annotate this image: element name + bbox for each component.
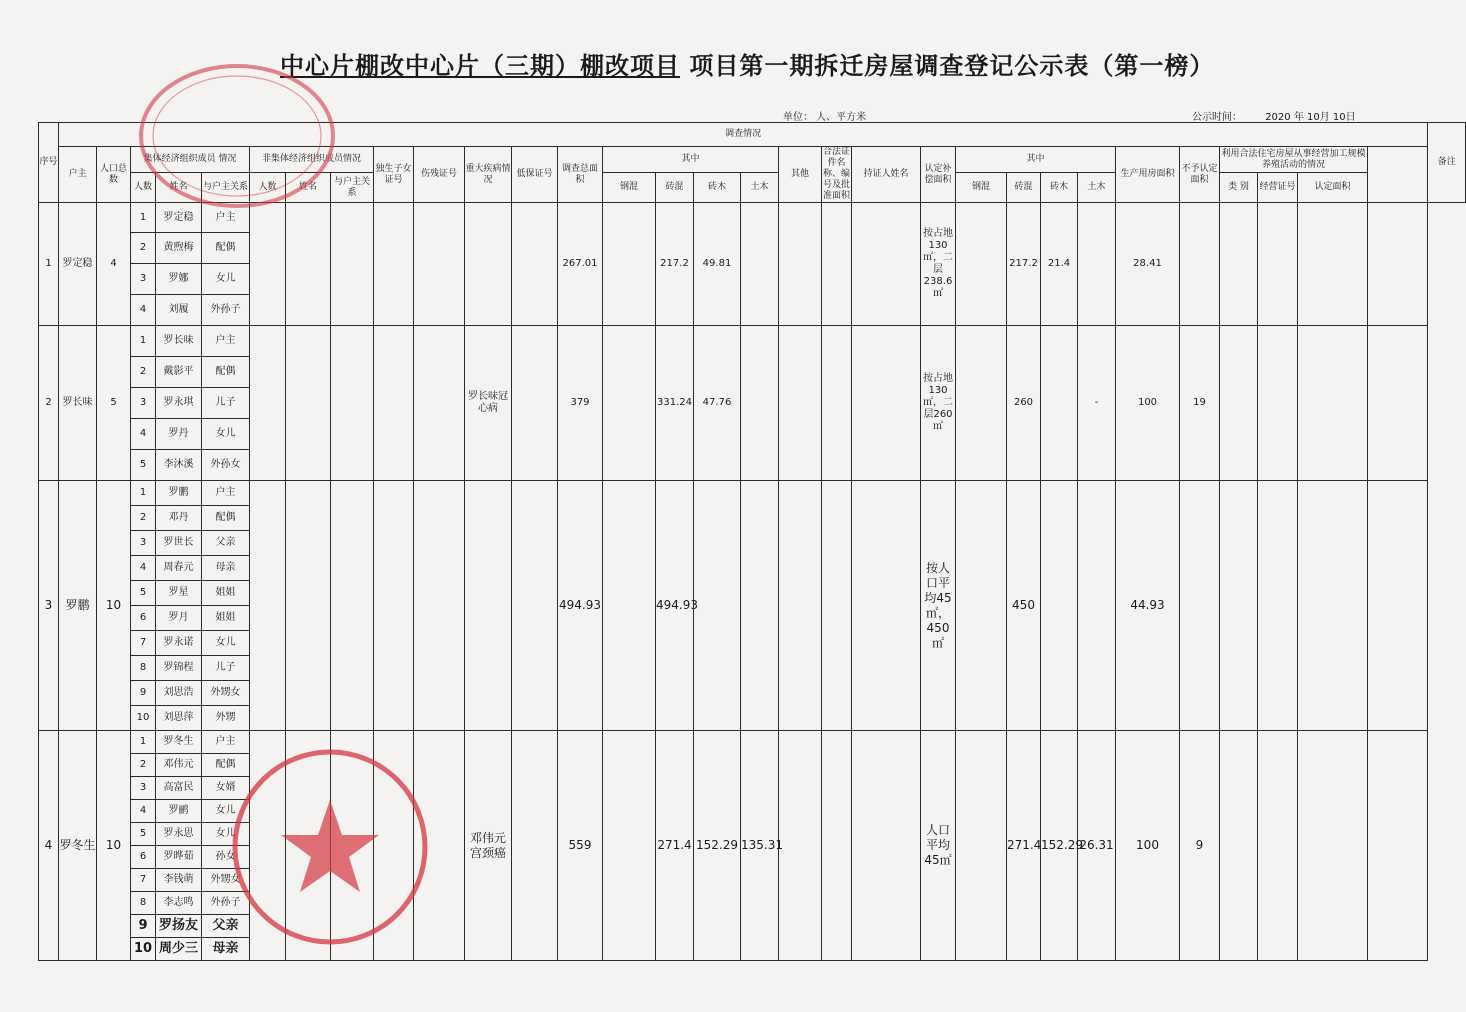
member-name: 罗永琪 [156,388,202,419]
member-relation: 儿子 [202,656,250,681]
member-index: 8 [131,656,156,681]
brick-concrete-cell: 494.93 [656,481,694,731]
nc-name-cell [286,481,331,731]
unrecognized-cell: 9 [1180,731,1220,961]
member-relation: 配偶 [202,506,250,531]
header-r-earth-wood: 土木 [1078,173,1116,203]
member-relation: 姐姐 [202,581,250,606]
member-relation: 女儿 [202,264,250,295]
member-relation: 女儿 [202,631,250,656]
member-index: 1 [131,326,156,357]
member-relation: 孙女 [202,846,250,869]
member-name: 高富民 [156,777,202,800]
r-steel-cell [956,731,1007,961]
member-index: 3 [131,531,156,556]
member-index: 2 [131,233,156,264]
member-index: 7 [131,869,156,892]
illness-cell [465,481,512,731]
member-relation: 户主 [202,481,250,506]
disability-cell [414,731,465,961]
table-row [39,481,1466,506]
steel-cell [603,481,656,731]
member-relation: 女婿 [202,777,250,800]
member-relation: 外甥女 [202,681,250,706]
other-cell [779,203,822,326]
header-blicense: 经营证号 [1258,173,1298,203]
member-name: 刘履 [156,295,202,326]
brick-concrete-cell: 217.2 [656,203,694,326]
unit-label: 单位： 人、平方米 [783,112,867,123]
btype-cell [1220,203,1258,326]
member-name: 罗鹏 [156,481,202,506]
steel-cell [603,731,656,961]
total-cell: 5 [97,326,131,481]
member-index: 2 [131,754,156,777]
production-area-cell: 100 [1116,326,1180,481]
member-relation: 女儿 [202,419,250,450]
barea-cell [1298,203,1368,326]
recognized-area-cell: 按占地130㎡，二层238.6㎡ [921,203,956,326]
total-cell: 10 [97,481,131,731]
steel-cell [603,203,656,326]
total-area-cell: 379 [558,326,603,481]
disability-cell [414,481,465,731]
header-survey: 调查情况 [59,123,1428,147]
r-brick-concrete-cell: 260 [1007,326,1041,481]
nc-relation-cell [331,731,374,961]
member-index: 10 [131,938,156,961]
header-earth-wood: 土木 [741,173,779,203]
member-relation: 女儿 [202,800,250,823]
member-relation: 配偶 [202,754,250,777]
total-area-cell: 559 [558,731,603,961]
member-name: 李钱萌 [156,869,202,892]
member-name: 罗扬友 [156,915,202,938]
legal-cert-cell [822,481,852,731]
member-index: 4 [131,295,156,326]
member-relation: 姐姐 [202,606,250,631]
member-relation: 户主 [202,326,250,357]
total-cell: 4 [97,203,131,326]
remark-cell [1368,481,1428,731]
member-name: 邓伟元 [156,754,202,777]
member-index: 9 [131,681,156,706]
header-relation: 与户主关系 [202,173,250,203]
seq-cell: 1 [39,203,59,326]
barea-cell [1298,731,1368,961]
header-remark: 备注 [1428,123,1466,203]
header-lowcert: 低保证号 [512,147,558,203]
illness-cell: 邓伟元宫颈癌 [465,731,512,961]
member-name: 黄煦梅 [156,233,202,264]
recognized-area-cell: 人口平均45㎡ [921,731,956,961]
header-of-which: 其中 [603,147,779,173]
r-earth-wood-cell [1078,203,1116,326]
header-holder: 持证人姓名 [852,147,921,203]
holder-cell [852,731,921,961]
member-name: 罗定稳 [156,203,202,233]
member-name: 戴影平 [156,357,202,388]
only-child-cell [374,203,414,326]
header-barea: 认定面积 [1298,173,1368,203]
header-r-steel: 钢混 [956,173,1007,203]
member-name: 邓丹 [156,506,202,531]
member-name: 刘思萍 [156,706,202,731]
date-label [1192,108,1356,123]
member-relation: 外甥 [202,706,250,731]
member-name: 李志鸣 [156,892,202,915]
unrecognized-cell [1180,481,1220,731]
table-row [39,203,1466,233]
table-row [39,731,1466,754]
r-earth-wood-cell [1078,481,1116,731]
seq-cell: 3 [39,481,59,731]
production-area-cell: 100 [1116,731,1180,961]
member-relation: 户主 [202,731,250,754]
remark-cell [1368,203,1428,326]
header-total-area: 调查总面积 [558,147,603,203]
other-cell [779,481,822,731]
header-business: 利用合法住宅房屋从事经营加工规模养殖活动的情况 [1220,147,1368,173]
illness-cell [465,203,512,326]
other-cell [779,731,822,961]
r-brick-wood-cell [1041,481,1078,731]
member-name: 罗鹂 [156,800,202,823]
header-noncollective: 非集体经济组织成员情况 [250,147,374,173]
only-child-cell [374,326,414,481]
member-index: 9 [131,915,156,938]
member-relation: 户主 [202,203,250,233]
member-index: 1 [131,731,156,754]
blicense-cell [1258,326,1298,481]
unrecognized-cell: 19 [1180,326,1220,481]
other-cell [779,326,822,481]
header-r-brick-wood: 砖木 [1041,173,1078,203]
nc-relation-cell [331,203,374,326]
btype-cell [1220,731,1258,961]
total-cell: 10 [97,731,131,961]
blicense-cell [1258,203,1298,326]
header-recognized-area: 认定补偿面积 [921,147,956,203]
brick-concrete-cell: 331.24 [656,326,694,481]
header-r-brick-concrete: 砖混 [1007,173,1041,203]
lowcert-cell [512,481,558,731]
r-earth-wood-cell: - [1078,326,1116,481]
member-index: 6 [131,606,156,631]
r-steel-cell [956,481,1007,731]
legal-cert-cell [822,731,852,961]
member-index: 4 [131,800,156,823]
production-area-cell: 28.41 [1116,203,1180,326]
header-nc-name: 姓名 [286,173,331,203]
page-title [280,46,1214,81]
header-total: 人口总数 [97,147,131,203]
header-count: 人数 [131,173,156,203]
header-nc-relation: 与户主关系 [331,173,374,203]
member-index: 3 [131,388,156,419]
member-relation: 外孙子 [202,295,250,326]
header-name: 姓名 [156,173,202,203]
member-name: 罗娜 [156,264,202,295]
production-area-cell: 44.93 [1116,481,1180,731]
only-child-cell [374,731,414,961]
earth-wood-cell [741,481,779,731]
nc-count-cell [250,731,286,961]
member-name: 罗丹 [156,419,202,450]
member-relation: 父亲 [202,915,250,938]
member-index: 4 [131,419,156,450]
header-legal-cert: 合法证件名称、编号及批准面积 [822,147,850,201]
member-relation: 配偶 [202,233,250,264]
lowcert-cell [512,326,558,481]
table-row [39,326,1466,357]
r-steel-cell [956,203,1007,326]
earth-wood-cell [741,203,779,326]
member-relation: 外孙女 [202,450,250,481]
member-index: 4 [131,556,156,581]
member-relation: 父亲 [202,531,250,556]
header-illness: 重大疾病情况 [465,147,512,203]
total-area-cell: 267.01 [558,203,603,326]
member-name: 李沐溪 [156,450,202,481]
btype-cell [1220,481,1258,731]
header-btype: 类 别 [1220,173,1258,203]
date-value: 2020 年 10月 10日 [1265,112,1356,123]
lowcert-cell [512,203,558,326]
member-index: 5 [131,581,156,606]
nc-name-cell [286,326,331,481]
member-relation: 女儿 [202,823,250,846]
date-label-text: 公示时间： [1192,112,1242,123]
member-name: 罗锦程 [156,656,202,681]
member-index: 10 [131,706,156,731]
owner-cell: 罗鹏 [59,481,97,731]
title-project: 中心片棚改中心片（三期）棚改项目 [280,51,680,80]
member-name: 罗晔茹 [156,846,202,869]
member-name: 刘思浩 [156,681,202,706]
nc-name-cell [286,731,331,961]
member-name: 周少三 [156,938,202,961]
nc-relation-cell [331,326,374,481]
member-index: 1 [131,481,156,506]
r-brick-concrete-cell: 450 [1007,481,1041,731]
member-name: 周春元 [156,556,202,581]
r-brick-wood-cell: 152.29 [1041,731,1078,961]
disability-cell [414,326,465,481]
owner-cell: 罗定稳 [59,203,97,326]
member-name: 罗冬生 [156,731,202,754]
r-brick-wood-cell: 21.4 [1041,203,1078,326]
owner-cell: 罗冬生 [59,731,97,961]
holder-cell [852,326,921,481]
brick-wood-cell: 47.76 [694,326,741,481]
brick-wood-cell [694,481,741,731]
remark-cell [1368,731,1428,961]
registration-table [38,122,1466,961]
earth-wood-cell: 135.31 [741,731,779,961]
blicense-cell [1258,481,1298,731]
member-name: 罗长味 [156,326,202,357]
member-index: 2 [131,357,156,388]
header-of-which-2: 其中 [956,147,1116,173]
member-name: 罗世长 [156,531,202,556]
header-only-child: 独生子女证号 [374,147,414,203]
member-name: 罗永诺 [156,631,202,656]
member-index: 3 [131,264,156,295]
header-collective: 集体经济组织成员 情况 [131,147,250,173]
nc-count-cell [250,326,286,481]
remark-cell [1368,326,1428,481]
r-brick-concrete-cell: 271.4 [1007,731,1041,961]
member-name: 罗星 [156,581,202,606]
member-relation: 外甥女 [202,869,250,892]
member-index: 1 [131,203,156,233]
member-name: 罗永思 [156,823,202,846]
r-brick-concrete-cell: 217.2 [1007,203,1041,326]
header-seq: 序号 [39,123,59,203]
barea-cell [1298,326,1368,481]
seq-cell: 2 [39,326,59,481]
r-earth-wood-cell: 26.31 [1078,731,1116,961]
legal-cert-cell [822,203,852,326]
barea-cell [1298,481,1368,731]
header-disability: 伤残证号 [414,147,465,203]
illness-cell: 罗长味冠心病 [465,326,512,481]
btype-cell [1220,326,1258,481]
earth-wood-cell [741,326,779,481]
holder-cell [852,481,921,731]
header-production-area: 生产用房面积 [1116,147,1180,203]
member-index: 5 [131,823,156,846]
member-index: 8 [131,892,156,915]
r-steel-cell [956,326,1007,481]
member-relation: 儿子 [202,388,250,419]
nc-count-cell [250,481,286,731]
only-child-cell [374,481,414,731]
member-name: 罗月 [156,606,202,631]
recognized-area-cell: 按人口平均45㎡，450㎡ [921,481,956,731]
owner-cell: 罗长味 [59,326,97,481]
header-other: 其他 [779,147,822,203]
header-owner: 户主 [59,147,97,203]
member-relation: 母亲 [202,938,250,961]
total-area-cell: 494.93 [558,481,603,731]
member-index: 6 [131,846,156,869]
member-index: 3 [131,777,156,800]
lowcert-cell [512,731,558,961]
member-relation: 外孙子 [202,892,250,915]
header-steel: 钢混 [603,173,656,203]
member-index: 5 [131,450,156,481]
unrecognized-cell [1180,203,1220,326]
nc-count-cell [250,203,286,326]
steel-cell [603,326,656,481]
member-index: 2 [131,506,156,531]
member-index: 7 [131,631,156,656]
header-brick-wood: 砖木 [694,173,741,203]
disability-cell [414,203,465,326]
title-main: 项目第一期拆迁房屋调查登记公示表（第一榜） [689,51,1215,80]
brick-wood-cell: 49.81 [694,203,741,326]
legal-cert-cell [822,326,852,481]
header-brick-concrete: 砖混 [656,173,694,203]
header-nc-count: 人数 [250,173,286,203]
header-unrecognized: 不予认定面积 [1180,147,1220,203]
brick-wood-cell: 152.29 [694,731,741,961]
nc-relation-cell [331,481,374,731]
member-relation: 母亲 [202,556,250,581]
brick-concrete-cell: 271.4 [656,731,694,961]
recognized-area-cell: 按占地130㎡，二层260㎡ [921,326,956,481]
seq-cell: 4 [39,731,59,961]
holder-cell [852,203,921,326]
blicense-cell [1258,731,1298,961]
nc-name-cell [286,203,331,326]
member-relation: 配偶 [202,357,250,388]
r-brick-wood-cell [1041,326,1078,481]
